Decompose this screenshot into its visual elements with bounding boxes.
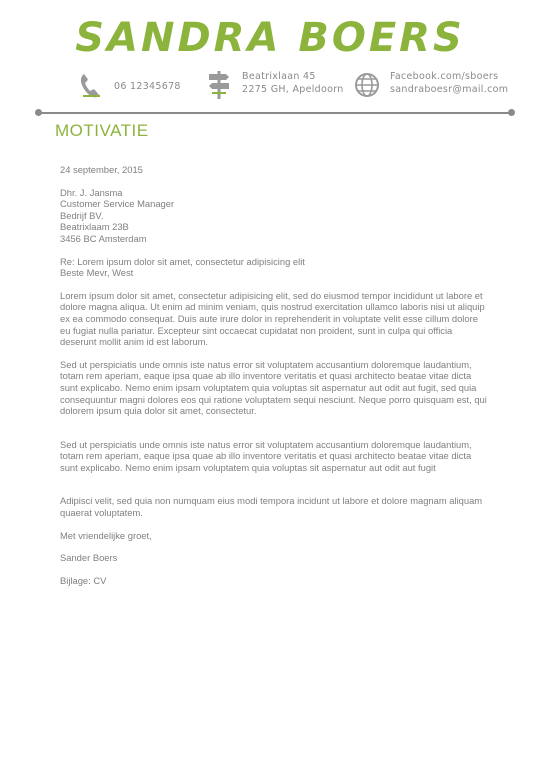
divider-dot-left bbox=[35, 109, 42, 116]
recipient-line: Beatrixlaam 23B bbox=[60, 221, 129, 233]
divider-dot-right bbox=[508, 109, 515, 116]
signpost-icon bbox=[206, 70, 232, 100]
section-title: MOTIVATIE bbox=[55, 121, 149, 140]
recipient-line: Bedrijf BV. bbox=[60, 209, 104, 221]
facebook-link[interactable]: Facebook.com/sboers bbox=[390, 71, 499, 82]
candidate-name: SANDRA BOERS bbox=[75, 15, 465, 61]
web-contact bbox=[354, 70, 508, 100]
contact-row bbox=[0, 70, 540, 106]
letter-signature: Sander Boers bbox=[60, 552, 118, 564]
phone-number: 06 12345678 bbox=[114, 81, 181, 92]
letter-body bbox=[60, 164, 490, 586]
recipient-line: 3456 BC Amsterdam bbox=[60, 232, 147, 244]
letter-paragraph: Sed ut perspiciatis unde omnis iste natus error sit voluptatem accusantium doloremque laudantium, totam rem aperiam, eaque ipsa quae ab illo inventore veritatis et quasi architecto beatae vitae dicta sunt explicabo. Nemo enim ipsam voluptatem quia voluptas sit aspernatur aut odit aut fugit, sed quia consequuntur magni dolores eos qui ratione voluptatem sequi nesciunt. Neque porro quisquam est, qui dolorem ipsum quia dolor sit amet, consectetur. bbox=[60, 358, 487, 417]
letter-closing: Met vriendelijke groet, bbox=[60, 529, 152, 541]
recipient-block bbox=[60, 187, 490, 245]
letter-salutation: Beste Mevr, West bbox=[60, 267, 134, 279]
address-line-1: Beatrixlaan 45 bbox=[242, 71, 316, 82]
phone-contact bbox=[78, 70, 181, 100]
globe-icon bbox=[354, 70, 380, 100]
letter-attachment: Bijlage: CV bbox=[60, 574, 107, 586]
header-divider bbox=[38, 112, 512, 114]
recipient-line: Customer Service Manager bbox=[60, 198, 175, 210]
email-link[interactable]: sandraboesr@mail.com bbox=[390, 84, 509, 95]
letter-paragraph: Lorem ipsum dolor sit amet, consectetur adipisicing elit, sed do eiusmod tempor incididunt ut labore et dolore magna aliqua. Ut enim ad minim veniam, quis nostrud exercitation ullamco laboris nisi ut aliquip ex ea commodo consequat. Duis aute irure dolor in reprehenderit in voluptate velit esse cillum dolore eu fugiat nulla pariatur. Excepteur sint occaecat cupidatat non proident, sunt in culpa qui officia deserunt mollit anim id est laborum. bbox=[60, 289, 485, 348]
letter-paragraph: Sed ut perspiciatis unde omnis iste natus error sit voluptatem accusantium doloremque laudantium, totam rem aperiam, eaque ipsa quae ab illo inventore veritatis et quasi architecto beatae vitae dicta sunt explicabo. Nemo enim ipsam voluptatem quia voluptas sit aspernatur aut odit aut fugit bbox=[60, 438, 472, 473]
recipient-line: Dhr. J. Jansma bbox=[60, 186, 123, 198]
letter-subject: Re: Lorem ipsum dolor sit amet, consectetur adipisicing elit bbox=[60, 255, 305, 267]
letter-paragraph: Adipisci velit, sed quia non numquam eius modi tempora incidunt ut labore et dolore magnam aliquam quaerat voluptatem. bbox=[60, 495, 483, 519]
address-contact bbox=[206, 70, 344, 100]
phone-icon bbox=[78, 70, 104, 100]
address-line-2: 2275 GH, Apeldoorn bbox=[242, 84, 344, 95]
letter-date: 24 september, 2015 bbox=[60, 164, 143, 175]
